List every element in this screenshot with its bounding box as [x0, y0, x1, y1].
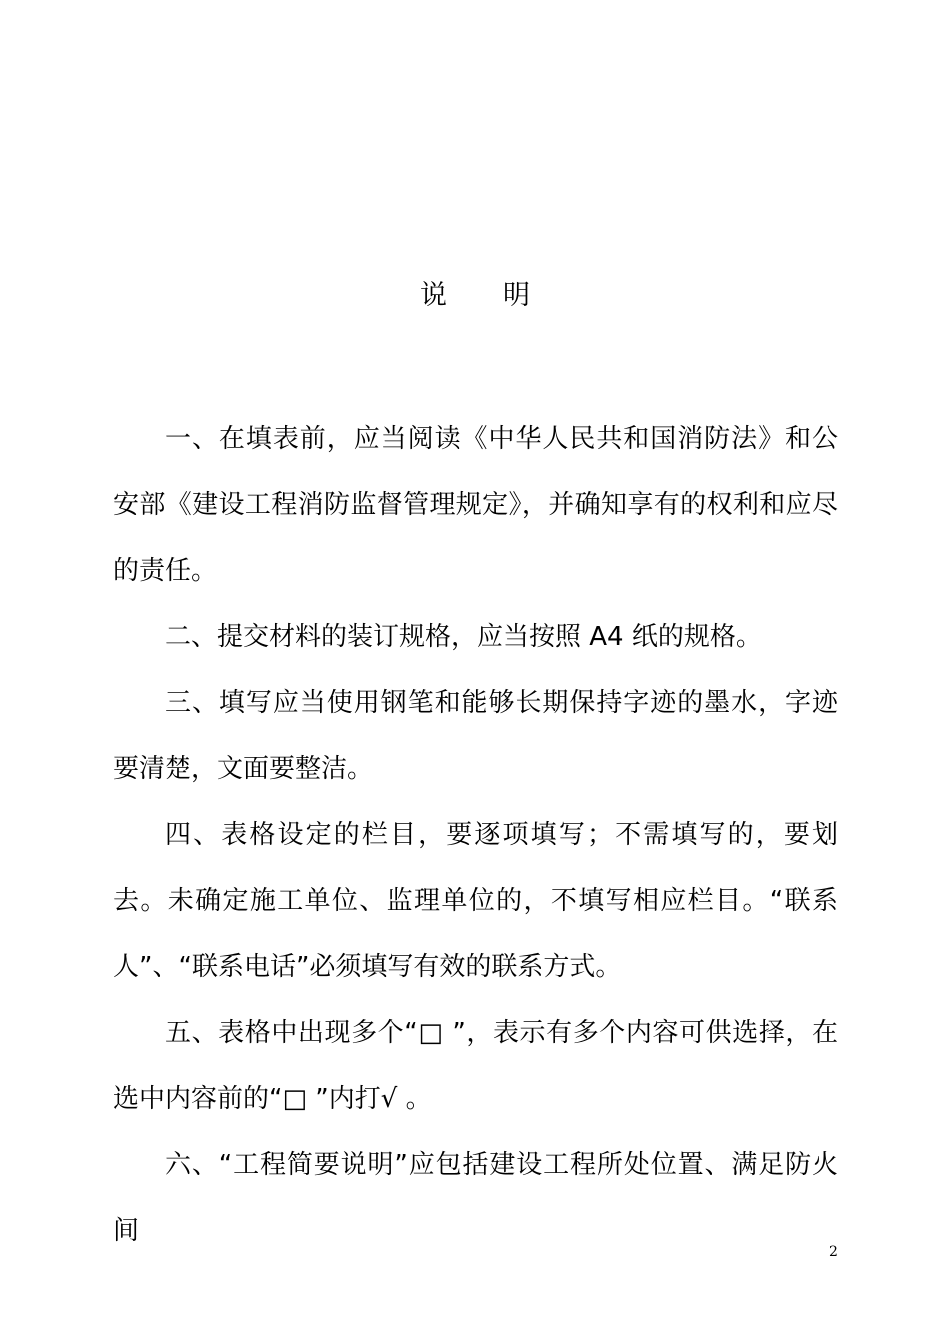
page-title — [0, 276, 950, 316]
page-number: 2 — [829, 1244, 838, 1260]
instruction-paragraph-5: 五、表格中出现多个“□ ”，表示有多个内容可供选择，在选中内容前的“□ ”内打√ 。 — [113, 1018, 838, 1114]
title-char-2: 明 — [503, 280, 530, 311]
instructions-body — [113, 406, 838, 1264]
instruction-paragraph-3: 三、填写应当使用钢笔和能够长期保持字迹的墨水，字迹要清楚，文面要整洁。 — [113, 688, 838, 784]
title-char-1: 说 — [420, 280, 447, 311]
instruction-paragraph-1: 一、在填表前，应当阅读《中华人民共和国消防法》和公安部《建设工程消防监督管理规定》，并确知享有的权利和应尽的责任。 — [113, 424, 838, 586]
instruction-paragraph-4: 四、表格设定的栏目，要逐项填写；不需填写的，要划去。未确定施工单位、监理单位的，不填写相应栏目。“联系人”、“联系电话”必须填写有效的联系方式。 — [113, 820, 838, 982]
instruction-paragraph-2: 二、提交材料的装订规格，应当按照 A4 纸的规格。 — [165, 622, 762, 652]
instruction-paragraph-6: 六、“工程简要说明”应包括建设工程所处位置、满足防火间 — [113, 1150, 838, 1246]
